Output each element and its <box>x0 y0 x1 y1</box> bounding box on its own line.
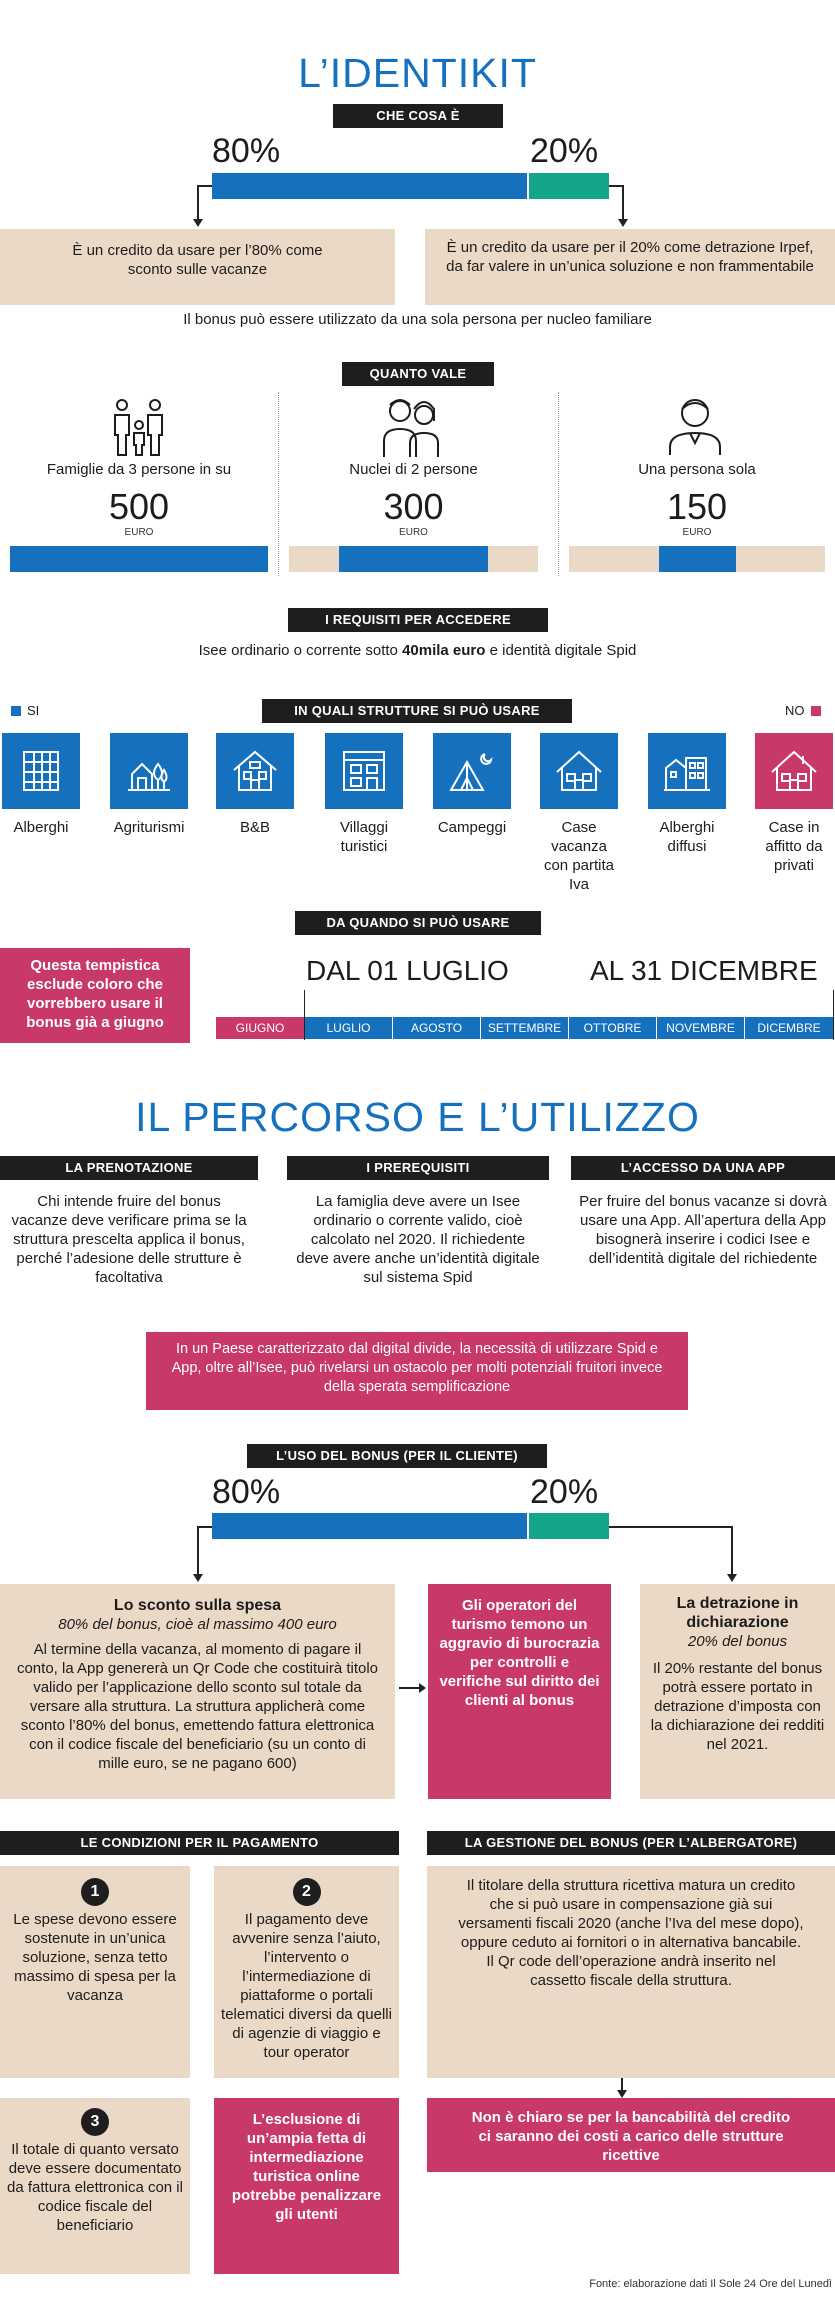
village-icon <box>325 733 403 809</box>
structure-label: Alberghi <box>13 819 69 836</box>
value-unit: EURO <box>682 527 712 538</box>
month-cell: SETTEMBRE <box>481 1017 568 1039</box>
value-amount: 500 <box>108 486 170 527</box>
usage-bar-20 <box>529 1513 609 1539</box>
structure-label: Alberghi diffusi <box>659 819 715 855</box>
value-bar-track <box>569 546 825 572</box>
pct-80-label: 80% <box>212 132 281 170</box>
condition-number: 2 <box>293 1878 321 1906</box>
value-amount: 300 <box>383 486 444 527</box>
arrow-down-icon <box>617 2090 627 2098</box>
condition-text: Il pagamento deve avvenire senza l’aiuto, l’intervento o l’intermediazione di piattaforme o portali telematici diversi da quelli di agenzie di viaggio e tour operator <box>221 1911 392 2061</box>
month-june: GIUGNO <box>216 1017 304 1039</box>
exclusion-text: L’esclusione di un’ampia fetta di intermediazione turistica online potrebbe penalizzare gli utenti <box>231 2111 382 2223</box>
condition-number: 1 <box>81 1878 109 1906</box>
deduction-text: Il 20% restante del bonus potrà essere portato in detrazione d’imposta con la dichiarazione dei redditi nel 2021. <box>650 1660 825 1753</box>
usage-bar-80 <box>212 1513 527 1539</box>
timing-label: DA QUANDO SI PUÒ USARE <box>295 911 541 935</box>
path-col-text: La famiglia deve avere un Isee ordinario o corrente valido, cioè calcolato nel 2020. Il richiedente deve avere anche un’identità digitale sul sistema Spid <box>296 1193 540 1286</box>
value-unit: EURO <box>399 527 428 538</box>
month-cell: AGOSTO <box>393 1017 480 1039</box>
bankability-text: Non è chiaro se per la bancabilità del credito ci saranno dei costi a carico delle strutture ricettive <box>471 2109 791 2164</box>
value-group-name: Nuclei di 2 persone <box>349 461 478 478</box>
bnb-icon <box>216 733 294 809</box>
arrow-right-icon <box>399 1681 427 1695</box>
yes-legend-label: SI <box>27 703 40 718</box>
diffuse-hotel-icon <box>648 733 726 809</box>
structure-label: Agriturismi <box>113 819 185 836</box>
box-20-credit <box>425 229 835 305</box>
path-title: IL PERCORSO E L’UTILIZZO <box>135 1094 700 1140</box>
structure-label: Villaggi turistici <box>339 819 389 855</box>
value-bar-track <box>289 546 538 572</box>
yes-legend <box>11 703 39 718</box>
payment-condition-2 <box>214 1866 399 2078</box>
path-col-label: I PREREQUISITI <box>287 1156 549 1180</box>
digital-divide-warning <box>146 1332 688 1410</box>
operators-concern <box>428 1584 611 1799</box>
arrow-down-icon <box>618 219 628 227</box>
value-group-name: Una persona sola <box>638 461 756 478</box>
condition-text: Le spese devono essere sostenute in un’unica soluzione, senza tetto massimo di spesa per la vacanza <box>13 1911 177 2004</box>
couple-icon <box>378 395 448 459</box>
management-text: Il titolare della struttura ricettiva matura un credito che si può usare in compensazione già sui versamenti fiscali 2020 (anche l’Iva del mese dopo), oppure ceduto ai fornitori o in alternativa bancabile. Il Qr code dell’operazione andrà inserito nel cassetto fiscale della struttura. <box>458 1877 804 1989</box>
what-label: CHE COSA È <box>333 104 503 128</box>
path-col-text: Chi intende fruire del bonus vacanze deve verificare prima se la struttura prescelta applica il bonus, perché l’adesione delle strutture è facoltativa <box>11 1193 247 1286</box>
management-box <box>427 1866 835 2078</box>
requirements-text-bold: 40mila euro <box>402 642 486 659</box>
timing-note-text: Questa tempistica esclude coloro che vorrebbero usare il bonus già a giugno <box>26 957 164 1031</box>
value-bar-fill <box>339 546 488 572</box>
requirements-text-pre: Isee ordinario o corrente sotto <box>198 642 403 659</box>
discount-subtitle: 80% del bonus, cioè al massimo 400 euro <box>58 1616 337 1633</box>
discount-title: Lo sconto sulla spesa <box>113 1597 282 1614</box>
usage-pct-80: 80% <box>212 1473 281 1511</box>
vacation-house-icon <box>540 733 618 809</box>
payment-label: LE CONDIZIONI PER IL PAGAMENTO <box>0 1831 399 1855</box>
box-80-credit <box>0 229 395 305</box>
value-bar-track <box>10 546 268 572</box>
digital-divide-text: In un Paese caratterizzato dal digital divide, la necessità di utilizzare Spid e App, oltre all’Isee, può rivelarsi un ostacolo per molti potenziali fruitori invece della sperata semplificazione <box>171 1341 663 1395</box>
identikit-title: L’IDENTIKIT <box>298 50 537 96</box>
month-cell: DICEMBRE <box>745 1017 833 1039</box>
hotel-icon <box>2 733 80 809</box>
source-note: Fonte: elaborazione dati Il Sole 24 Ore del Lunedì <box>589 2278 832 2290</box>
family-icon <box>108 397 170 457</box>
usage-pct-20: 20% <box>530 1473 599 1511</box>
bar-20 <box>529 173 609 199</box>
no-legend-label: NO <box>785 703 805 718</box>
private-house-icon <box>755 733 833 809</box>
value-label: QUANTO VALE <box>342 362 494 386</box>
discount-box <box>0 1584 395 1799</box>
payment-condition-1 <box>0 1866 190 2078</box>
condition-text: Il totale di quanto versato deve essere documentato da fattura elettronica con il codice fiscale del beneficiario <box>7 2141 183 2234</box>
payment-condition-3 <box>0 2098 190 2274</box>
pct-20-label: 20% <box>530 132 599 170</box>
structure-label: Case vacanza con partita Iva <box>543 819 615 893</box>
value-amount: 150 <box>666 486 728 527</box>
deduction-subtitle: 20% del bonus <box>687 1633 788 1650</box>
usage-label: L’USO DEL BONUS (PER IL CLIENTE) <box>247 1444 547 1468</box>
value-unit: EURO <box>124 527 154 538</box>
farmhouse-icon <box>110 733 188 809</box>
structure-label: B&B <box>239 819 270 836</box>
condition-number: 3 <box>81 2108 109 2136</box>
value-bar-fill <box>10 546 268 572</box>
month-cell: OTTOBRE <box>569 1017 656 1039</box>
month-cell: NOVEMBRE <box>657 1017 744 1039</box>
arrow-down-icon <box>727 1574 737 1582</box>
timing-note <box>0 948 190 1043</box>
box-80-text: È un credito da usare per l’80% come sconto sulle vacanze <box>72 242 323 278</box>
exclusion-warning <box>214 2098 399 2274</box>
tent-icon <box>433 733 511 809</box>
bankability-doubt <box>427 2098 835 2172</box>
no-legend <box>785 703 821 718</box>
discount-text: Al termine della vacanza, al momento di pagare il conto, la App genererà un Qr Code che costituirà titolo valido per l’applicazione dello sconto sul totale da versare alla struttura. La struttura applicherà come sconto l’80% del bonus, emettendo fattura elettronica con il codice fiscale del beneficiario (su un conto di mille euro, se ne pagano 600) <box>16 1641 379 1772</box>
value-group-name: Famiglie da 3 persone in su <box>46 461 232 478</box>
structures-label: IN QUALI STRUTTURE SI PUÒ USARE <box>262 699 572 723</box>
box-20-text: È un credito da usare per il 20% come detrazione Irpef, da far valere in un’unica soluzione e non frammentabile <box>446 239 814 275</box>
deduction-title: La detrazione in dichiarazione <box>676 1595 799 1631</box>
bar-80 <box>212 173 527 199</box>
arrow-down-icon <box>193 219 203 227</box>
person-icon <box>664 395 726 457</box>
path-col-label: LA PRENOTAZIONE <box>0 1156 258 1180</box>
management-label: LA GESTIONE DEL BONUS (PER L’ALBERGATORE) <box>427 1831 835 1855</box>
arrow-down-icon <box>193 1574 203 1582</box>
path-col-text: Per fruire del bonus vacanze si dovrà usare una App. All’apertura della App bisognerà inserire i codici Isee e dell’identità digitale del richiedente <box>579 1193 827 1267</box>
requirements-text-post: e identità digitale Spid <box>485 642 637 659</box>
structure-label: Campeggi <box>437 819 507 836</box>
operators-concern-text: Gli operatori del turismo temono un aggravio di burocrazia per controlli e verifiche sul diritto dei clienti al bonus <box>439 1597 600 1709</box>
month-cell: LUGLIO <box>305 1017 392 1039</box>
value-bar-fill <box>659 546 736 572</box>
structure-label: Case in affitto da privati <box>765 819 823 874</box>
timing-from: DAL 01 LUGLIO <box>306 955 509 986</box>
requirements-label: I REQUISITI PER ACCEDERE <box>288 608 548 632</box>
path-col-label: L’ACCESSO DA UNA APP <box>571 1156 835 1180</box>
timing-to: AL 31 DICEMBRE <box>590 955 818 986</box>
one-person-note: Il bonus può essere utilizzato da una sola persona per nucleo familiare <box>183 311 652 328</box>
deduction-box <box>640 1584 835 1799</box>
requirements-text <box>0 641 835 660</box>
